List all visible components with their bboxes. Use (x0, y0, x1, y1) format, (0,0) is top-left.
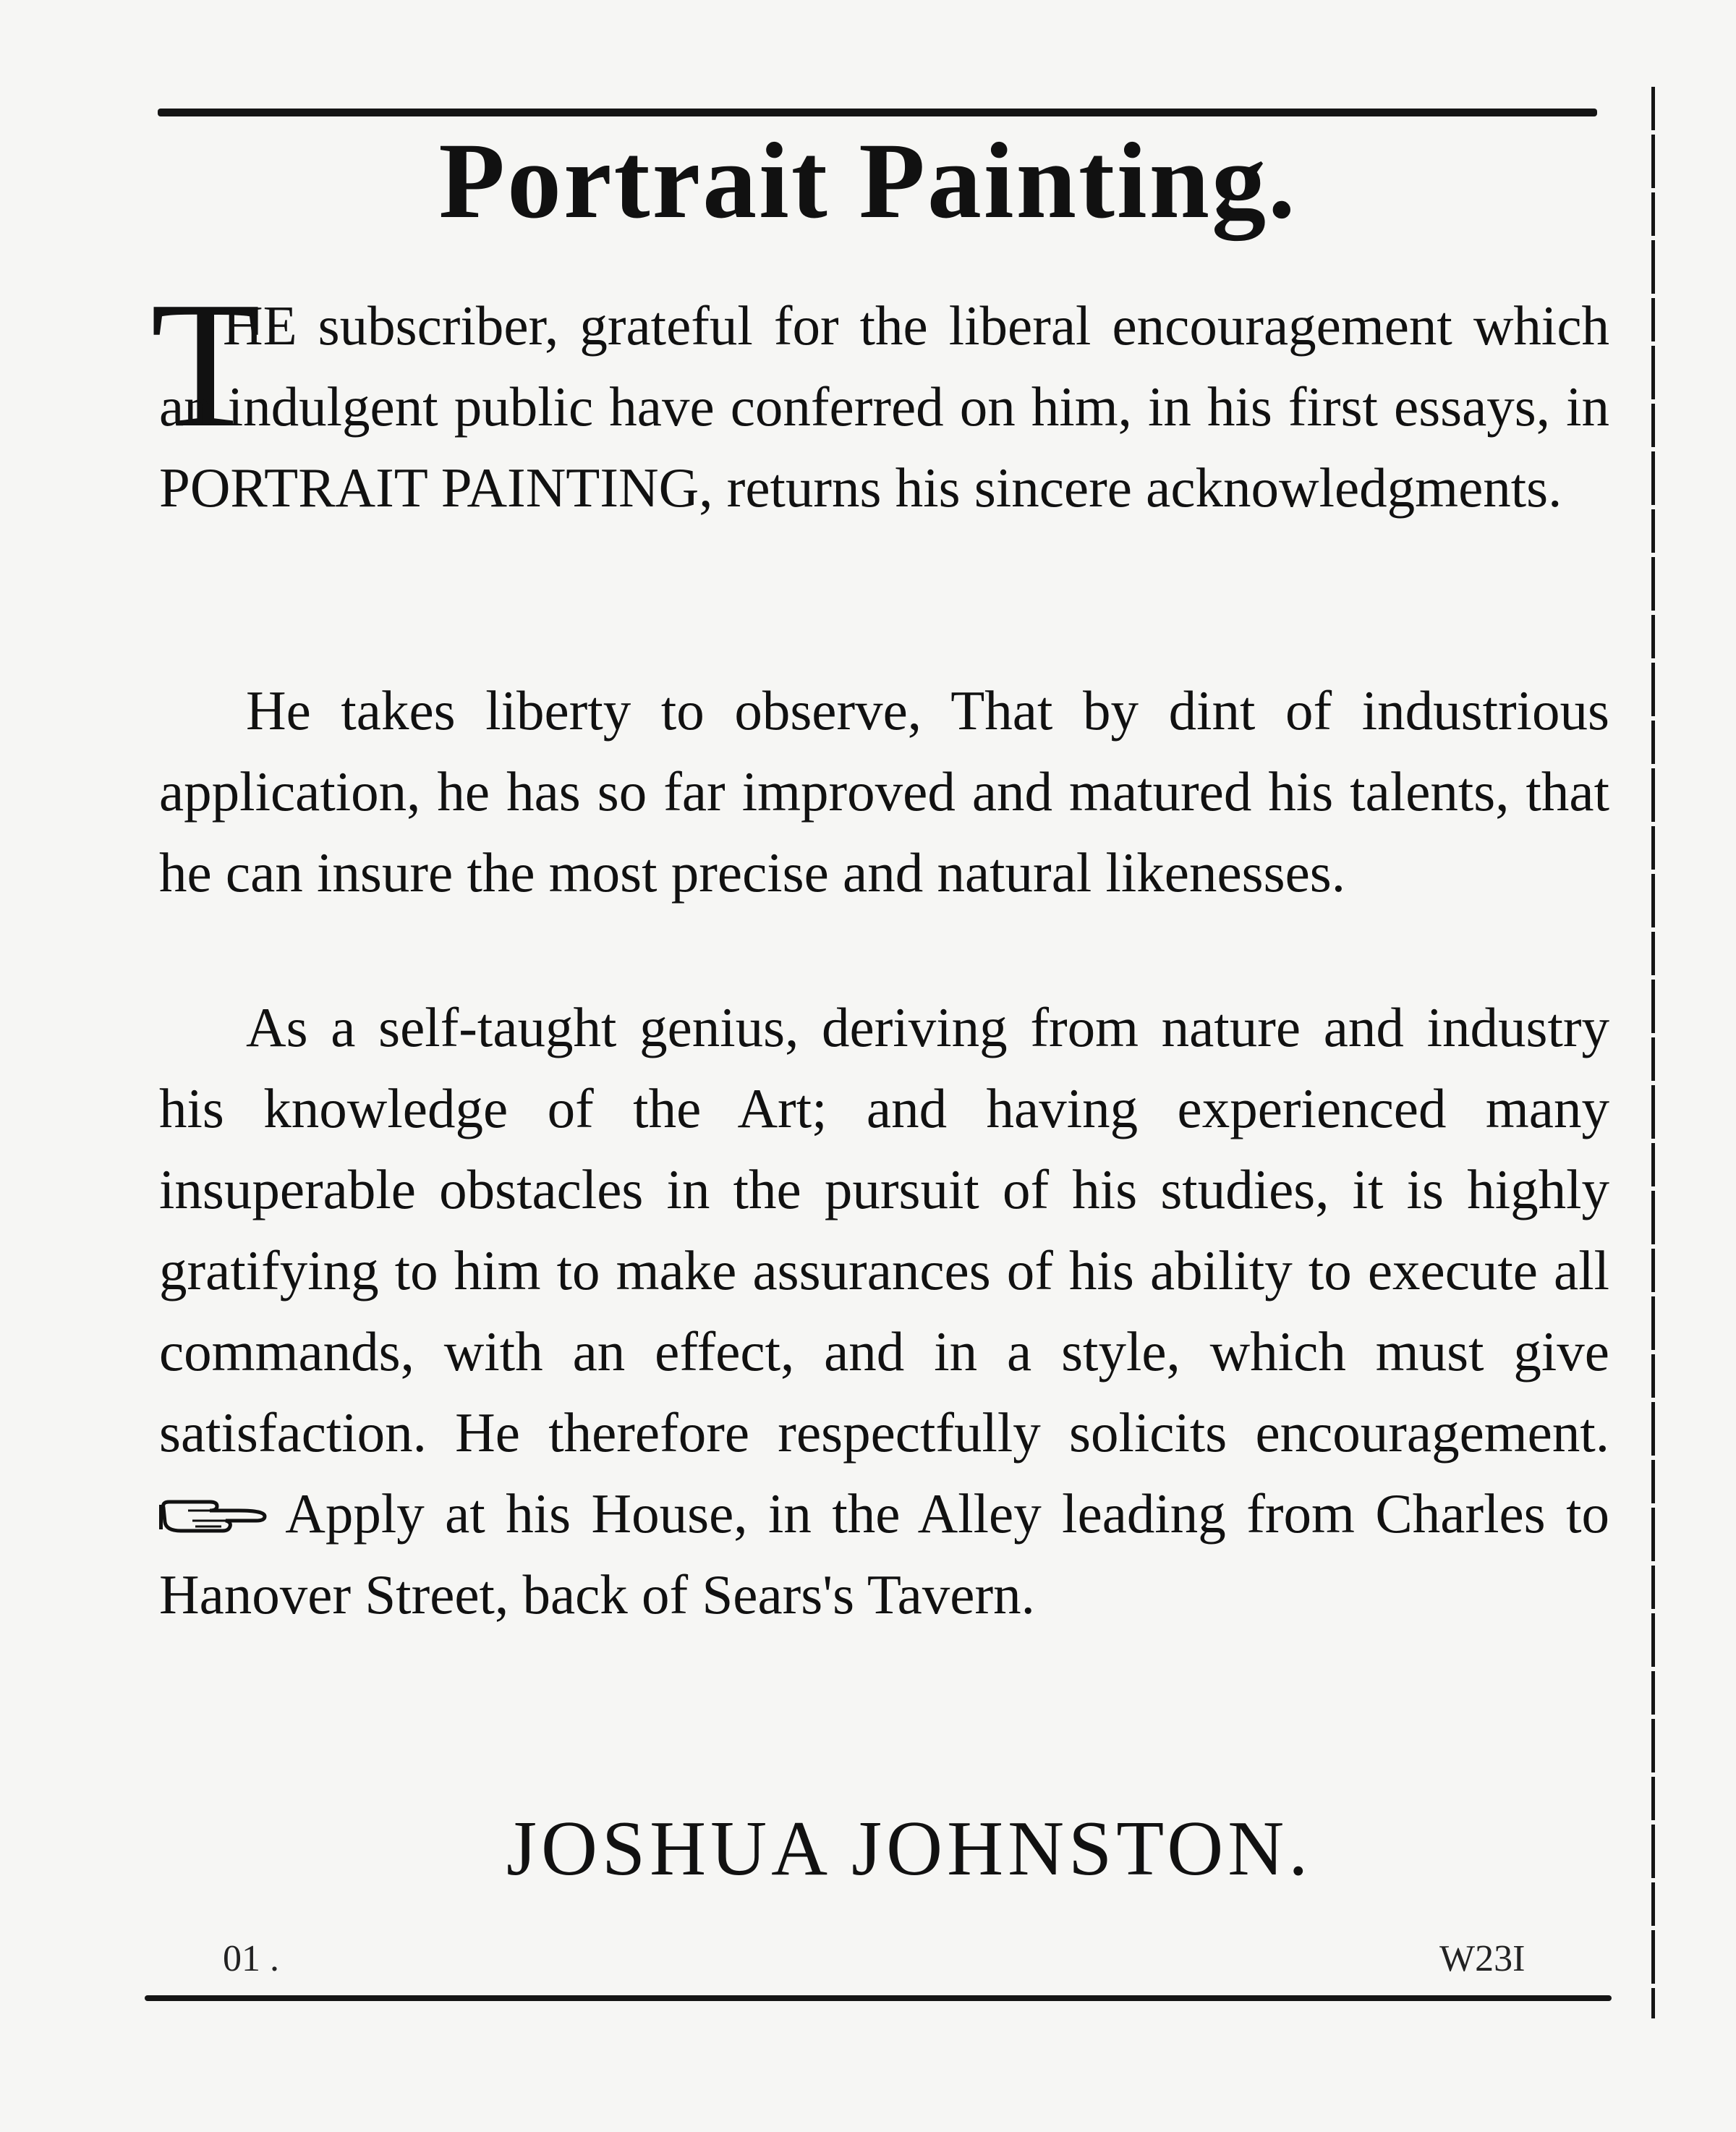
drop-cap-initial: T (150, 265, 261, 465)
right-border-rule (1651, 87, 1655, 2018)
bottom-rule (145, 1995, 1612, 2001)
paragraph-liberty: He takes liberty to observe, That by dint of industrious application, he has so far improved and matured his talents, that he can insure the most precise and natural likenesses. (159, 679, 1609, 904)
address-text: Apply at his House, in the Alley leading from Charles to Hanover Street, back of Sears's Tavern. (159, 1482, 1609, 1626)
signature: JOSHUA JOHNSTON. (506, 1806, 1313, 1892)
footer-mark-left: 01 . (223, 1938, 279, 1979)
pointing-hand-icon (159, 1495, 268, 1538)
paragraph-acknowledgments: HE subscriber, grateful for the liberal encouragement which an indulgent public have conferred on him, in his first essays, in PORTRAIT PAINTING, returns his sincere acknowledgments. (159, 294, 1609, 519)
footer-mark-right: W23I (1439, 1938, 1526, 1979)
paragraph-self-taught (159, 987, 1609, 1635)
self-taught-text: As a self-taught genius, deriving from nature and industry his knowledge of the Art; and having experienced many insuperable obstacles in the pursuit of his studies, it is highly gratifying to him to make assurances of his ability to execute all commands, with an effect, and in a style, which must give satisfaction. He therefore respectfully solicits encouragement. (159, 996, 1609, 1464)
top-rule (158, 109, 1597, 116)
ad-title: Portrait Painting. (438, 121, 1298, 241)
